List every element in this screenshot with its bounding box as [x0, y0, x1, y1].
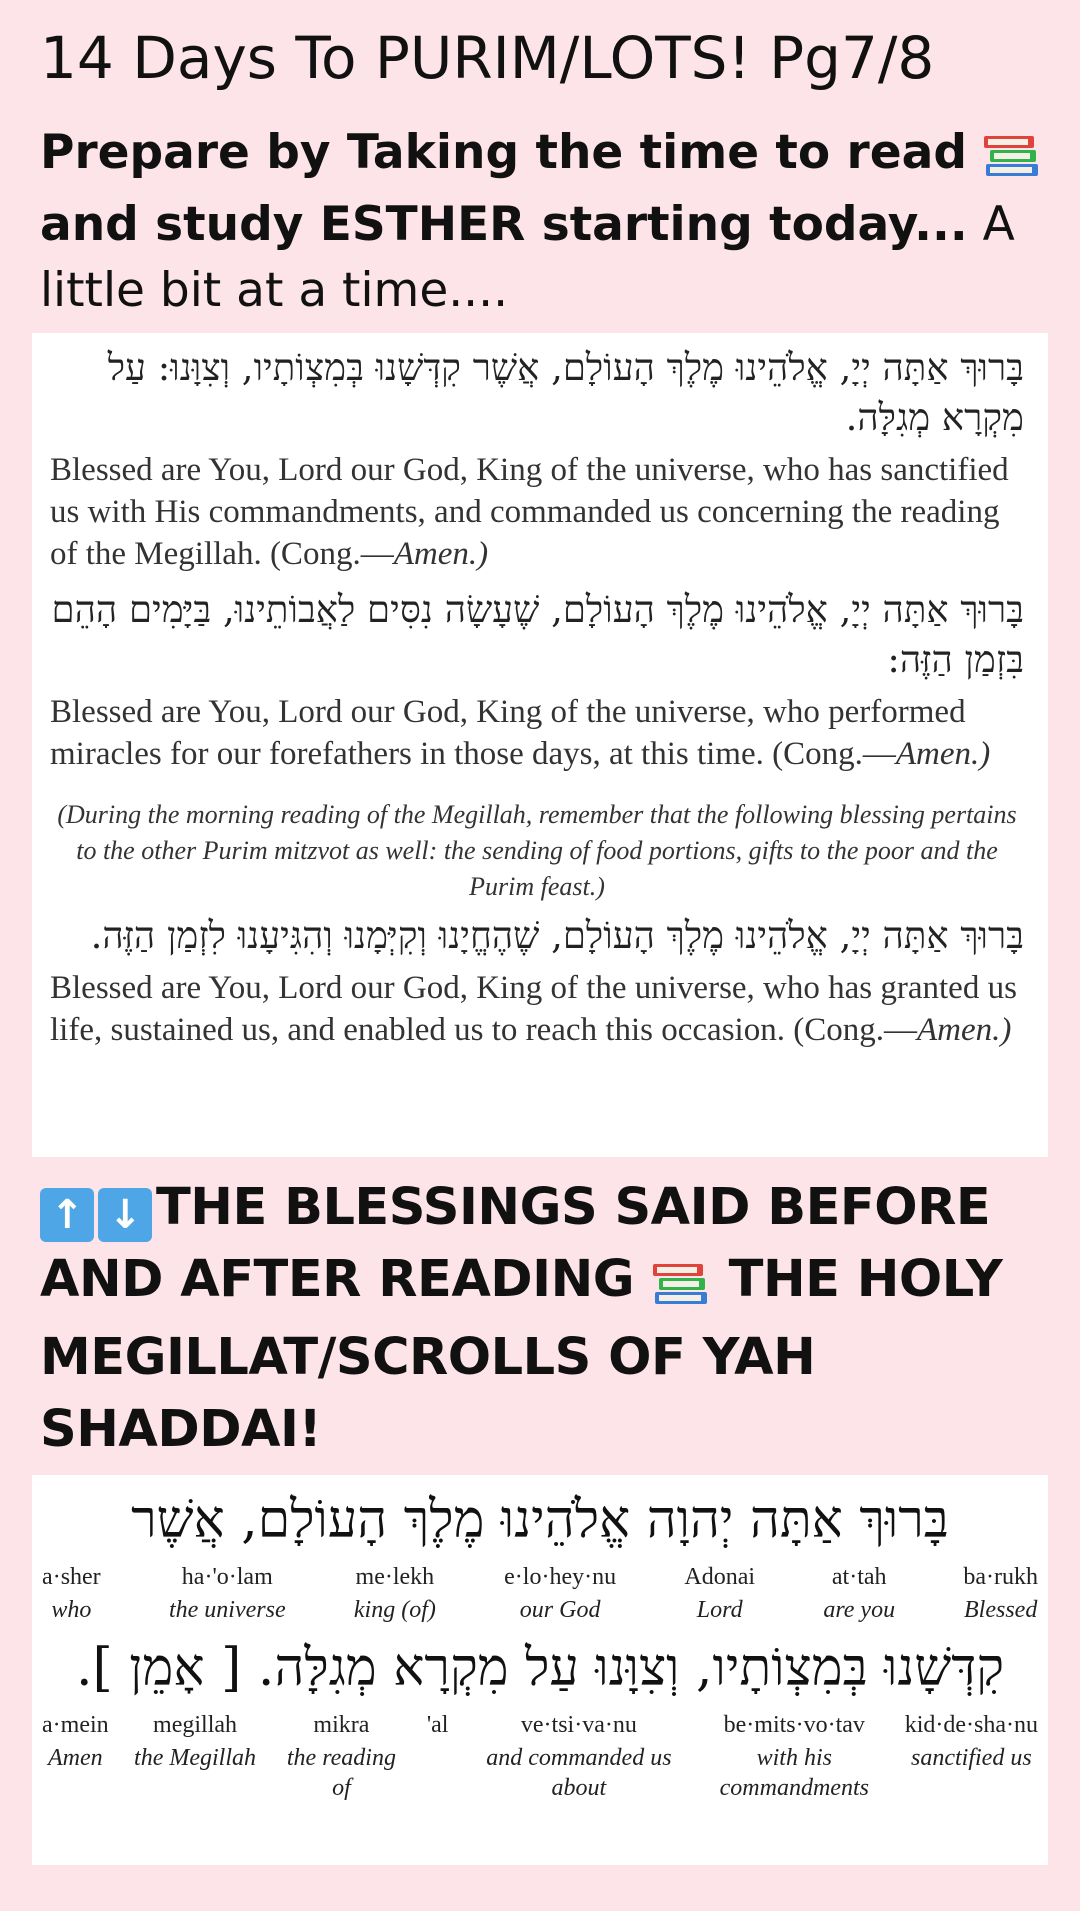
transliteration: ba·rukh	[963, 1564, 1038, 1590]
blessing-1-english	[50, 449, 1024, 575]
section-heading	[40, 1172, 1060, 1466]
word-column	[169, 1559, 286, 1625]
gloss: with his commandments	[719, 1745, 869, 1801]
word-column	[709, 1707, 879, 1803]
intro-bold-2: and study ESTHER starting today...	[40, 197, 968, 252]
gloss: who	[51, 1597, 92, 1623]
transliteration: me·lekh	[355, 1564, 435, 1590]
interlinear-panel	[32, 1475, 1048, 1865]
word-column	[905, 1707, 1038, 1803]
transliteration: at·tah	[831, 1564, 887, 1590]
blessing-3-text: Blessed are You, Lord our God, King of the universe, who has granted us life, sustained us, and enabled us to reach this occasion. (Cong.—	[50, 970, 1017, 1048]
interlinear-line-2-hebrew: קִדְּשָׁנוּ בְּמִצְוֹתָיו, וְצִוָּנוּ עַל מִקְרָא מְגִלָּה. [ אָמֵן ].	[75, 1638, 1005, 1698]
books-icon-2	[651, 1250, 711, 1322]
blessing-1-hebrew: בָּרוּךְ אַתָּה יְיָ, אֱלֹהֵינוּ מֶלֶךְ הָעוֹלָם, אֲשֶׁר קִדְּשָׁנוּ בְּמִצְוֹתָיו, וְצִוָּנוּ: עַל מִקְרָא מְגִלָּה.	[107, 346, 1024, 439]
blessing-2-amen: Amen.)	[895, 736, 991, 772]
intro-bold: Prepare by Taking the time to read	[40, 125, 967, 180]
heading-text-1: THE BLESSINGS SAID BEFORE AND AFTER READING	[40, 1178, 991, 1309]
interlinear-line-1-words	[42, 1559, 1038, 1625]
word-column	[42, 1559, 101, 1625]
blessings-panel	[32, 333, 1048, 1157]
blessing-2-text: Blessed are You, Lord our God, King of the universe, who performed miracles for our forefathers in those days, at this time. (Cong.—	[50, 694, 966, 772]
heading-text-2: THE HOLY MEGILLAT/SCROLLS OF YAH SHADDAI!	[40, 1250, 1003, 1459]
interlinear-line-1-hebrew: בָּרוּךְ אַתָּה יְהוָה אֱלֹהֵינוּ מֶלֶךְ הָעוֹלָם, אֲשֶׁר	[131, 1490, 949, 1550]
blessing-3-amen: Amen.)	[916, 1012, 1012, 1048]
word-column	[963, 1559, 1038, 1625]
blessing-2-hebrew: בָּרוּךְ אַתָּה יְיָ, אֱלֹהֵינוּ מֶלֶךְ הָעוֹלָם, שֶׁעָשָׂה נִסִּים לַאֲבוֹתֵינוּ, בַּיָּמִים הָהֵם בִּזְמַן הַזֶּה:	[51, 588, 1024, 681]
transliteration: 'al	[426, 1712, 449, 1738]
blessing-2-english	[50, 691, 1024, 775]
intro-text	[40, 120, 1050, 324]
morning-reading-note: (During the morning reading of the Megillah, remember that the following blessing pertains to the other Purim mitzvot as well: the sending of food portions, gifts to the poor and the Purim feast.)	[57, 800, 1017, 901]
gloss: the reading of	[286, 1745, 396, 1801]
interlinear-line-2-words	[42, 1707, 1038, 1803]
gloss: the Megillah	[134, 1745, 257, 1771]
word-column	[474, 1707, 684, 1803]
gloss: Lord	[696, 1597, 743, 1623]
up-arrow-icon: ↑	[40, 1188, 94, 1242]
word-column	[504, 1559, 616, 1625]
gloss: Amen	[47, 1745, 103, 1771]
transliteration: megillah	[153, 1712, 238, 1738]
transliteration: ha·'o·lam	[181, 1564, 273, 1590]
blessing-3-hebrew: בָּרוּךְ אַתָּה יְיָ, אֱלֹהֵינוּ מֶלֶךְ הָעוֹלָם, שֶׁהֶחֱיָנוּ וְקִיְּמָנוּ וְהִגִּיעָנוּ לִזְמַן הַזֶּה.	[90, 914, 1024, 957]
transliteration: mikra	[313, 1712, 370, 1738]
books-icon	[982, 126, 1042, 192]
intro-normal: A little bit at a time....	[40, 197, 1015, 318]
blessing-1-amen: Amen.)	[393, 536, 489, 572]
page-title: 14 Days To PURIM/LOTS! Pg7/8	[40, 24, 935, 92]
transliteration: e·lo·hey·nu	[504, 1564, 617, 1590]
down-arrow-icon: ↓	[98, 1188, 152, 1242]
word-column	[42, 1707, 109, 1803]
transliteration: kid·de·sha·nu	[904, 1712, 1038, 1738]
transliteration: Adonai	[684, 1564, 756, 1590]
transliteration: ve·tsi·va·nu	[520, 1712, 637, 1738]
blessing-3-english	[50, 967, 1024, 1051]
transliteration: a·sher	[42, 1564, 101, 1590]
word-column	[427, 1707, 449, 1803]
gloss: Blessed	[964, 1597, 1038, 1623]
word-column	[823, 1559, 895, 1625]
word-column	[134, 1707, 256, 1803]
transliteration: be·mits·vo·tav	[723, 1712, 865, 1738]
gloss: are you	[823, 1597, 896, 1623]
gloss: the universe	[168, 1597, 286, 1623]
gloss: king (of)	[353, 1597, 436, 1623]
word-column	[684, 1559, 755, 1625]
word-column	[281, 1707, 401, 1803]
gloss: and commanded us about	[486, 1745, 672, 1801]
transliteration: a·mein	[42, 1712, 109, 1738]
blessing-1-text: Blessed are You, Lord our God, King of the universe, who has sanctified us with His commandments, and commanded us concerning the reading of the Megillah. (Cong.—	[50, 452, 1009, 572]
gloss: sanctified us	[911, 1745, 1032, 1771]
word-column	[354, 1559, 436, 1625]
gloss: our God	[519, 1597, 601, 1623]
